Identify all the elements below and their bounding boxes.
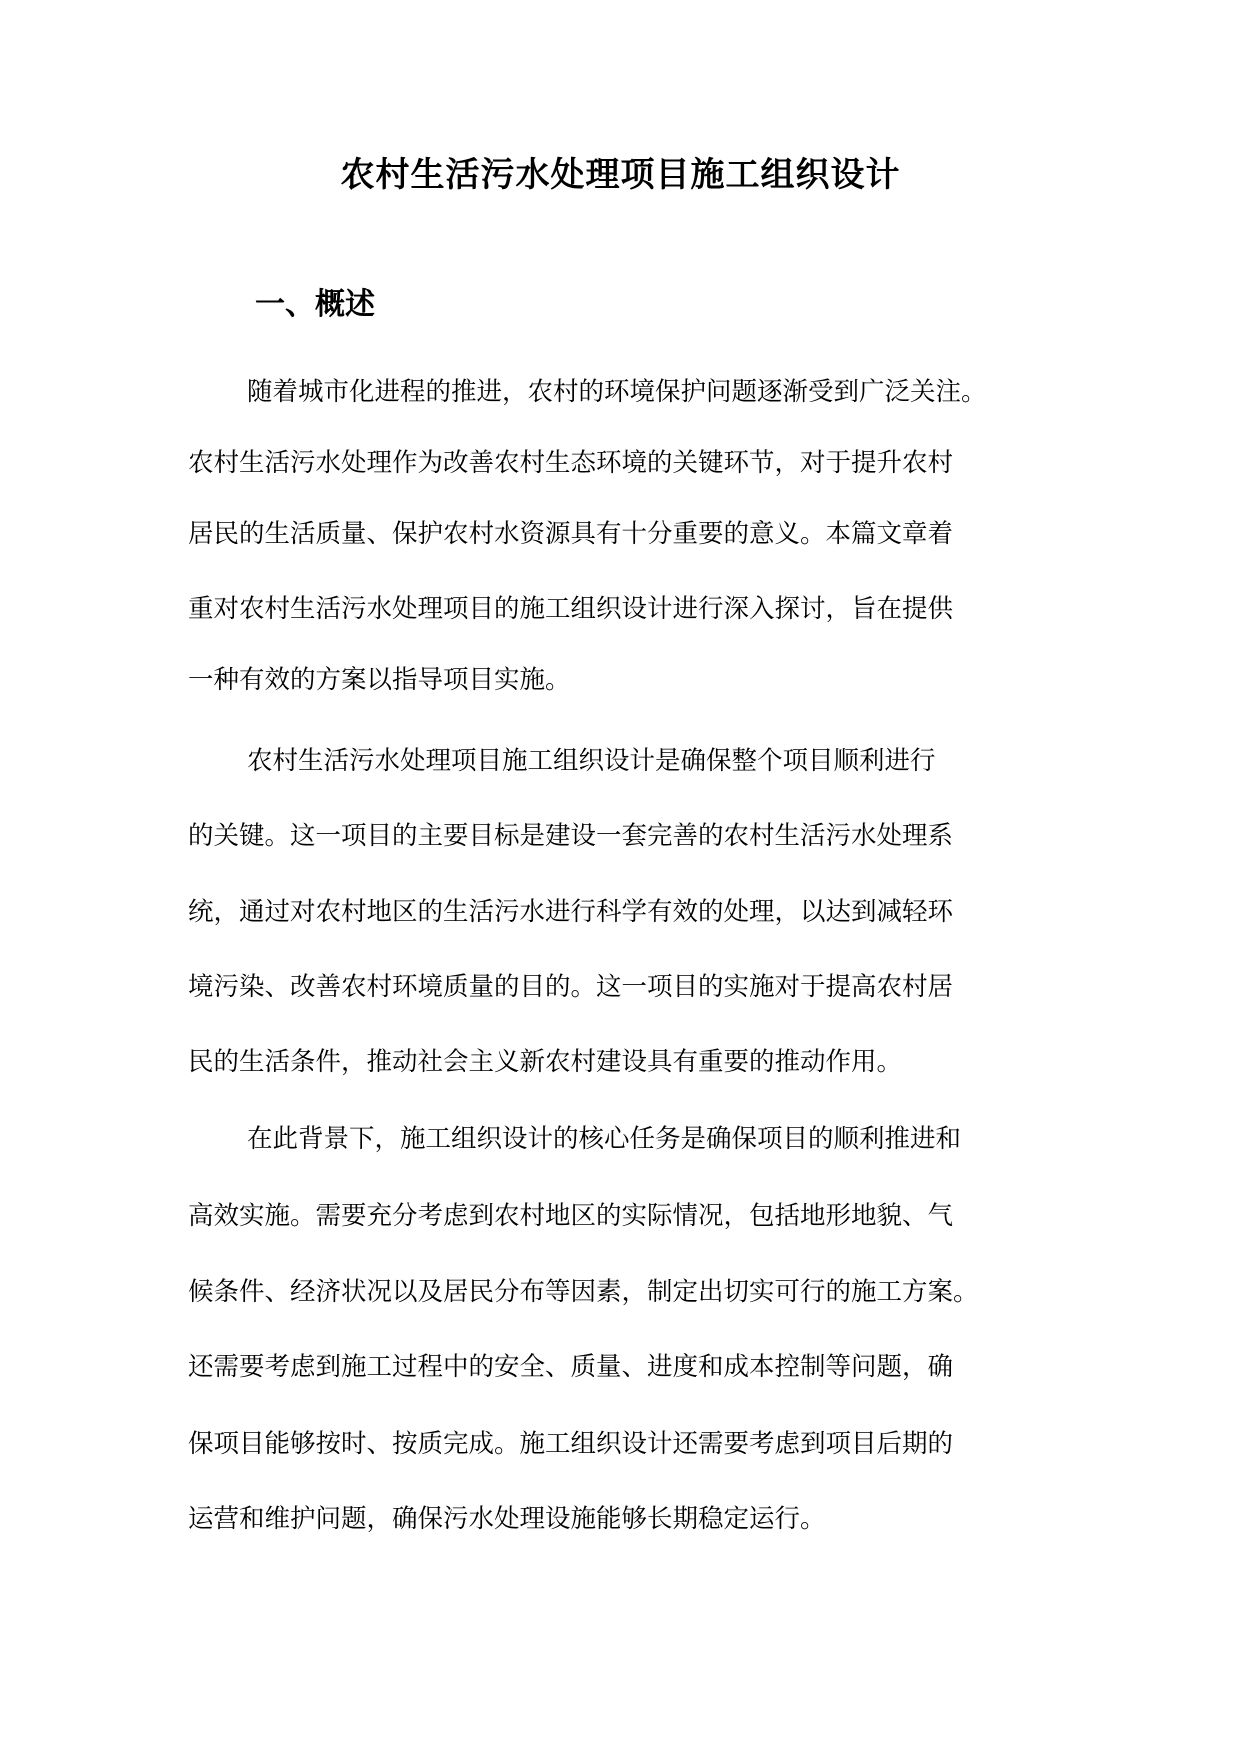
paragraph-line: 一种有效的方案以指导项目实施。 — [188, 665, 571, 695]
paragraph-line: 在此背景下，施工组织设计的核心任务是确保项目的顺利推进和 — [247, 1124, 962, 1154]
paragraph-line: 的关键。这一项目的主要目标是建设一套完善的农村生活污水处理系 — [188, 821, 954, 851]
paragraph-line: 农村生活污水处理作为改善农村生态环境的关键环节，对于提升农村 — [188, 448, 954, 478]
paragraph-line: 高效实施。需要充分考虑到农村地区的实际情况，包括地形地貌、气 — [188, 1201, 954, 1231]
paragraph-line: 民的生活条件，推动社会主义新农村建设具有重要的推动作用。 — [188, 1047, 903, 1077]
paragraph-line: 统，通过对农村地区的生活污水进行科学有效的处理，以达到减轻环 — [188, 897, 954, 927]
paragraph-line: 重对农村生活污水处理项目的施工组织设计进行深入探讨，旨在提供 — [188, 594, 954, 624]
paragraph-line: 还需要考虑到施工过程中的安全、质量、进度和成本控制等问题，确 — [188, 1352, 954, 1382]
document-title: 农村生活污水处理项目施工组织设计 — [340, 155, 901, 195]
paragraph-line: 居民的生活质量、保护农村水资源具有十分重要的意义。本篇文章着 — [188, 519, 954, 549]
section-heading-overview: 一、概述 — [255, 287, 375, 322]
paragraph-line: 候条件、经济状况以及居民分布等因素，制定出切实可行的施工方案。 — [188, 1277, 979, 1307]
paragraph-line: 随着城市化进程的推进，农村的环境保护问题逐渐受到广泛关注。 — [247, 377, 987, 407]
paragraph-line: 运营和维护问题，确保污水处理设施能够长期稳定运行。 — [188, 1504, 826, 1534]
paragraph-line: 农村生活污水处理项目施工组织设计是确保整个项目顺利进行 — [247, 746, 936, 776]
paragraph-line: 保项目能够按时、按质完成。施工组织设计还需要考虑到项目后期的 — [188, 1429, 954, 1459]
paragraph-line: 境污染、改善农村环境质量的目的。这一项目的实施对于提高农村居 — [188, 972, 954, 1002]
